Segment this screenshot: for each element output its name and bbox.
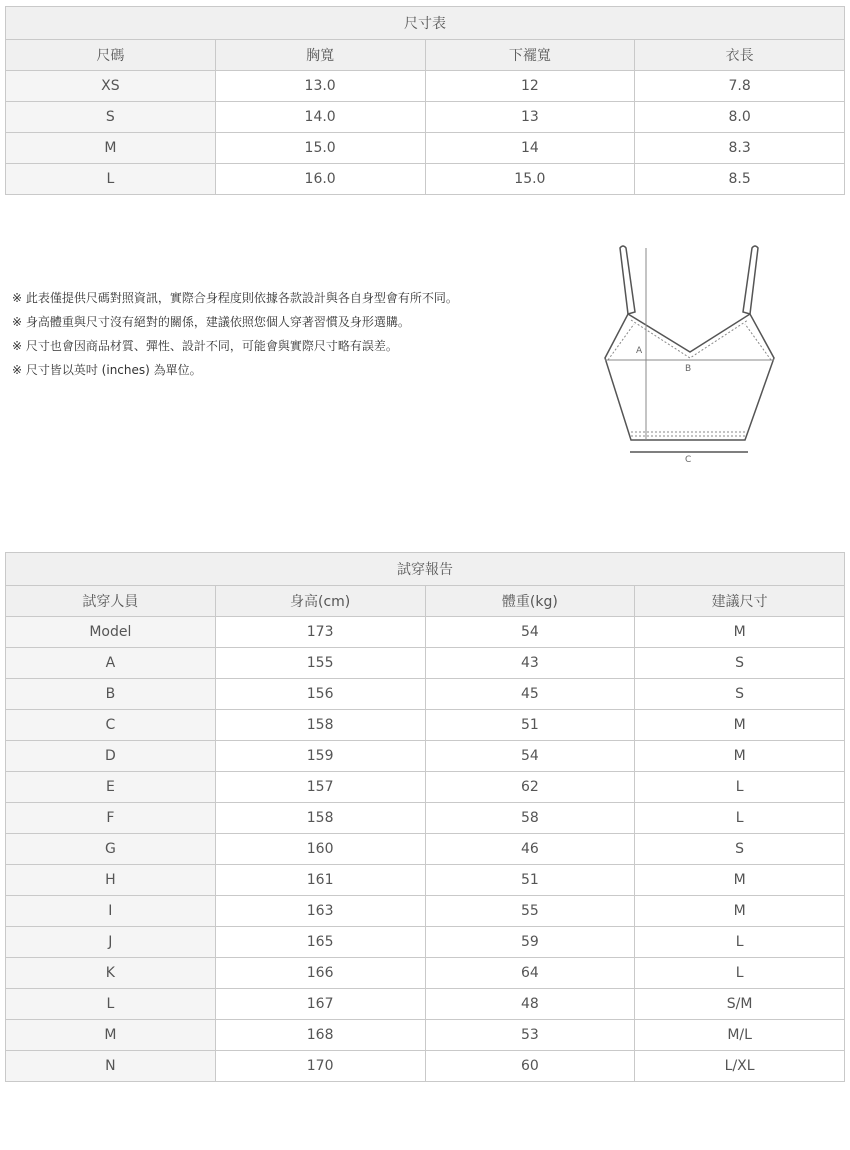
- try-on-cell: 51: [425, 865, 635, 896]
- size-chart-cell: S: [6, 102, 216, 133]
- size-chart-cell: 8.3: [635, 133, 845, 164]
- try-on-report-title: 試穿報告: [6, 553, 845, 586]
- note-item: ※ 身高體重與尺寸沒有絕對的關係，建議依照您個人穿著習慣及身形選購。: [12, 315, 410, 329]
- try-on-cell: 166: [215, 958, 425, 989]
- try-on-header-cell: 體重(kg): [425, 586, 635, 617]
- try-on-cell: B: [6, 679, 216, 710]
- table-row: [6, 803, 845, 834]
- try-on-cell: C: [6, 710, 216, 741]
- try-on-header-cell: 試穿人員: [6, 586, 216, 617]
- try-on-cell: S/M: [635, 989, 845, 1020]
- size-chart-header-cell: 下襬寬: [425, 40, 635, 71]
- garment-diagram: [598, 240, 780, 465]
- try-on-cell: 54: [425, 617, 635, 648]
- try-on-cell: L: [635, 958, 845, 989]
- try-on-cell: M: [635, 896, 845, 927]
- try-on-cell: H: [6, 865, 216, 896]
- try-on-cell: 55: [425, 896, 635, 927]
- size-chart-cell: 15.0: [215, 133, 425, 164]
- try-on-cell: 59: [425, 927, 635, 958]
- try-on-cell: S: [635, 648, 845, 679]
- try-on-cell: L/XL: [635, 1051, 845, 1082]
- note-item: ※ 此表僅提供尺碼對照資訊，實際合身程度則依據各款設計與各自身型會有所不同。: [12, 291, 458, 305]
- try-on-cell: I: [6, 896, 216, 927]
- try-on-cell: M: [635, 617, 845, 648]
- try-on-cell: 64: [425, 958, 635, 989]
- try-on-cell: J: [6, 927, 216, 958]
- try-on-cell: 156: [215, 679, 425, 710]
- size-chart-cell: M: [6, 133, 216, 164]
- try-on-cell: E: [6, 772, 216, 803]
- try-on-cell: 157: [215, 772, 425, 803]
- try-on-cell: L: [635, 927, 845, 958]
- try-on-cell: 163: [215, 896, 425, 927]
- size-chart-table: [5, 6, 845, 195]
- try-on-cell: L: [6, 989, 216, 1020]
- table-row: [6, 772, 845, 803]
- try-on-cell: D: [6, 741, 216, 772]
- size-chart-cell: 12: [425, 71, 635, 102]
- table-row: [6, 989, 845, 1020]
- try-on-cell: 170: [215, 1051, 425, 1082]
- try-on-cell: 62: [425, 772, 635, 803]
- try-on-cell: M: [635, 741, 845, 772]
- table-row: [6, 617, 845, 648]
- try-on-cell: L: [635, 772, 845, 803]
- try-on-cell: 51: [425, 710, 635, 741]
- try-on-cell: 48: [425, 989, 635, 1020]
- try-on-cell: K: [6, 958, 216, 989]
- table-row: [6, 679, 845, 710]
- try-on-cell: 58: [425, 803, 635, 834]
- try-on-cell: S: [635, 834, 845, 865]
- size-chart-cell: 13: [425, 102, 635, 133]
- try-on-cell: 161: [215, 865, 425, 896]
- try-on-cell: 158: [215, 710, 425, 741]
- size-chart-cell: 15.0: [425, 164, 635, 195]
- table-row: [6, 1020, 845, 1051]
- measure-label-c: C: [685, 455, 692, 465]
- try-on-cell: 167: [215, 989, 425, 1020]
- try-on-cell: M: [635, 710, 845, 741]
- try-on-cell: S: [635, 679, 845, 710]
- size-chart-title: 尺寸表: [6, 7, 845, 40]
- table-row: [6, 71, 845, 102]
- size-chart-cell: 7.8: [635, 71, 845, 102]
- size-chart-header-cell: 衣長: [635, 40, 845, 71]
- size-chart-cell: L: [6, 164, 216, 195]
- table-row: [6, 927, 845, 958]
- try-on-cell: F: [6, 803, 216, 834]
- try-on-cell: 160: [215, 834, 425, 865]
- size-chart-cell: 16.0: [215, 164, 425, 195]
- table-row: [6, 164, 845, 195]
- size-chart-body: [6, 71, 845, 195]
- table-row: [6, 1051, 845, 1082]
- size-chart-cell: 8.0: [635, 102, 845, 133]
- try-on-cell: 165: [215, 927, 425, 958]
- try-on-header-row: [6, 586, 845, 617]
- try-on-cell: M: [6, 1020, 216, 1051]
- try-on-cell: 54: [425, 741, 635, 772]
- note-item: ※ 尺寸皆以英吋 (inches) 為單位。: [12, 363, 202, 377]
- table-row: [6, 741, 845, 772]
- try-on-cell: M: [635, 865, 845, 896]
- try-on-cell: G: [6, 834, 216, 865]
- table-row: [6, 648, 845, 679]
- size-chart-cell: 13.0: [215, 71, 425, 102]
- camisole-outline: [605, 246, 774, 440]
- try-on-cell: 60: [425, 1051, 635, 1082]
- try-on-cell: Model: [6, 617, 216, 648]
- table-row: [6, 896, 845, 927]
- size-chart-cell: 14: [425, 133, 635, 164]
- try-on-cell: N: [6, 1051, 216, 1082]
- table-row: [6, 710, 845, 741]
- try-on-header-cell: 建議尺寸: [635, 586, 845, 617]
- try-on-cell: 159: [215, 741, 425, 772]
- table-row: [6, 102, 845, 133]
- table-row: [6, 865, 845, 896]
- size-chart-cell: XS: [6, 71, 216, 102]
- size-notes: [12, 286, 458, 382]
- try-on-cell: 53: [425, 1020, 635, 1051]
- size-chart-cell: 14.0: [215, 102, 425, 133]
- try-on-cell: 173: [215, 617, 425, 648]
- table-row: [6, 958, 845, 989]
- size-chart-header-row: [6, 40, 845, 71]
- size-chart-header-cell: 胸寬: [215, 40, 425, 71]
- try-on-header-cell: 身高(cm): [215, 586, 425, 617]
- measure-label-a: A: [636, 346, 643, 356]
- try-on-cell: A: [6, 648, 216, 679]
- try-on-body: [6, 617, 845, 1082]
- try-on-cell: 43: [425, 648, 635, 679]
- measure-label-b: B: [685, 364, 692, 374]
- try-on-cell: M/L: [635, 1020, 845, 1051]
- try-on-cell: 155: [215, 648, 425, 679]
- try-on-cell: 45: [425, 679, 635, 710]
- table-row: [6, 834, 845, 865]
- note-item: ※ 尺寸也會因商品材質、彈性、設計不同，可能會與實際尺寸略有誤差。: [12, 339, 398, 353]
- try-on-report-table: [5, 552, 845, 1082]
- size-chart-header-cell: 尺碼: [6, 40, 216, 71]
- try-on-cell: 158: [215, 803, 425, 834]
- table-row: [6, 133, 845, 164]
- try-on-cell: 168: [215, 1020, 425, 1051]
- size-chart-cell: 8.5: [635, 164, 845, 195]
- try-on-cell: L: [635, 803, 845, 834]
- try-on-cell: 46: [425, 834, 635, 865]
